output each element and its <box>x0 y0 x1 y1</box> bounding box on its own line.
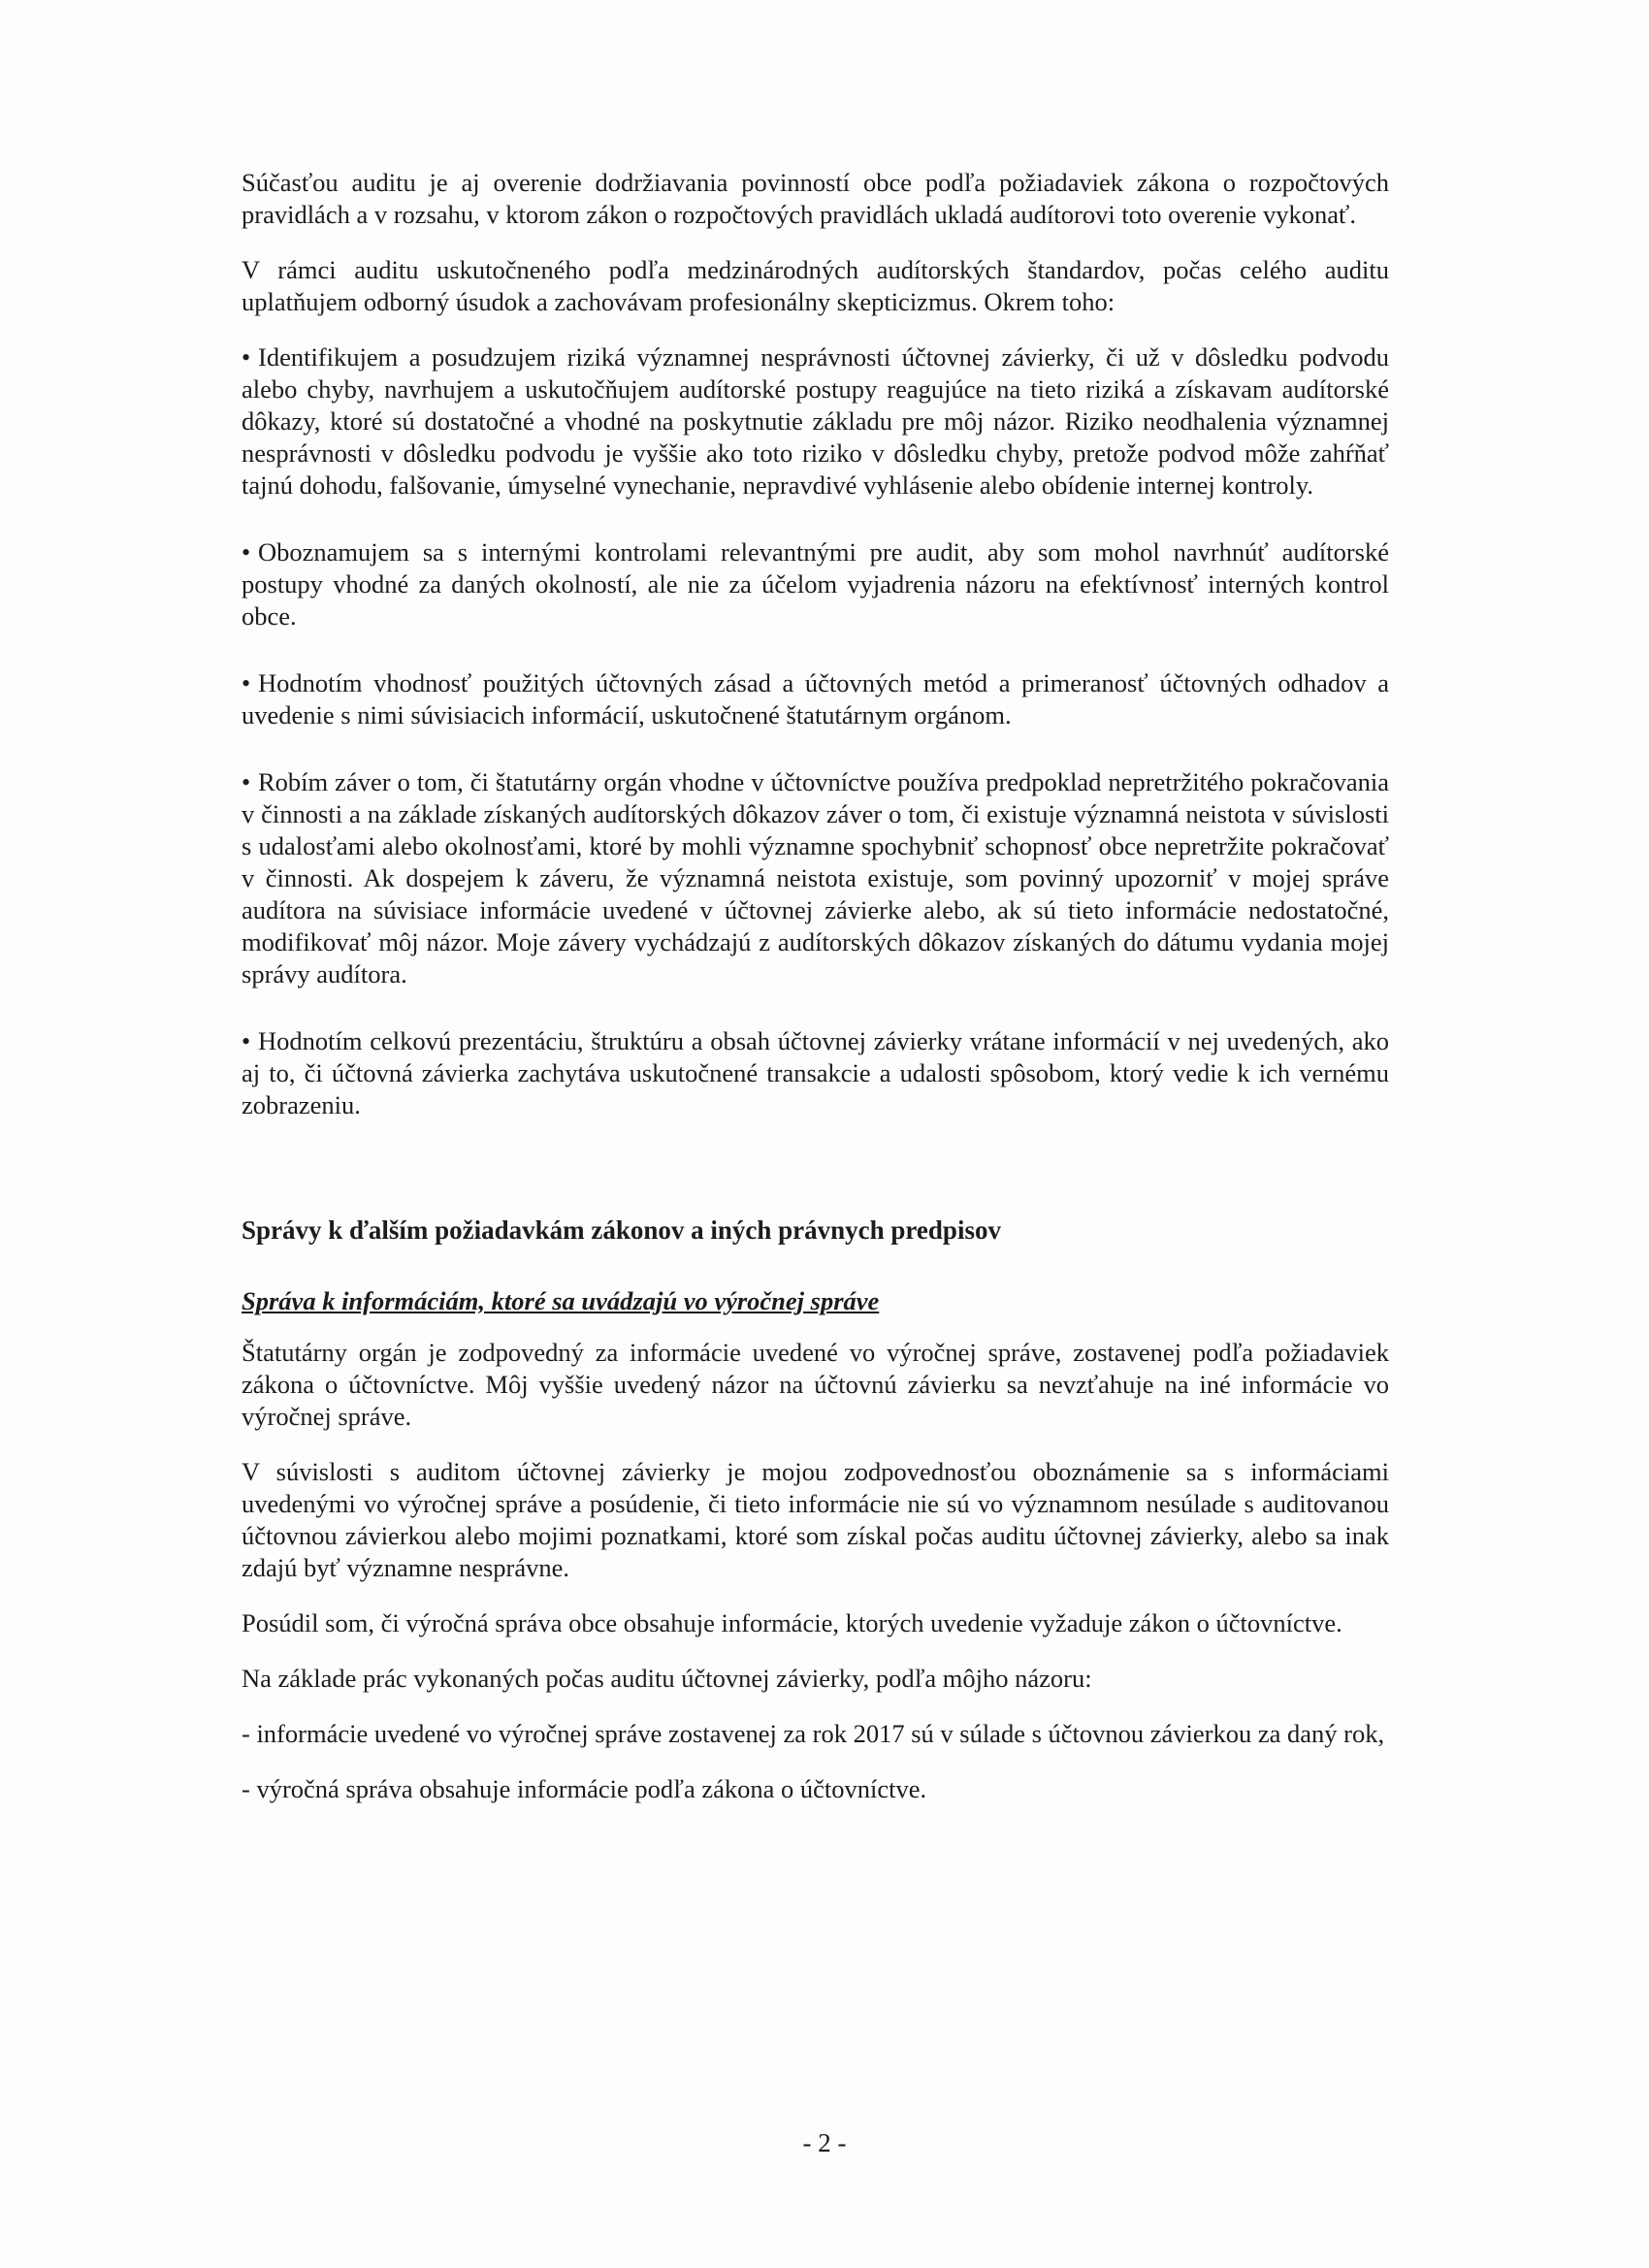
list-item <box>242 667 1389 731</box>
page-number: - 2 - <box>802 2128 847 2157</box>
paragraph-assessment: Posúdil som, či výročná správa obce obsahuje informácie, ktorých uvedenie vyžaduje zákon o účtovníctve. <box>242 1608 1342 1637</box>
section-heading: Správy k ďalším požiadavkám zákonov a iných právnych predpisov <box>242 1215 1001 1245</box>
paragraph-audit-scope: Súčasťou auditu je aj overenie dodržiavania povinností obce podľa požiadaviek zákona o rozpočtových pravidlách a v rozsahu, v ktorom zákon o rozpočtových pravidlách ukladá audítorovi toto overenie vykonať. <box>242 168 1389 229</box>
bullet-icon: • <box>242 1027 251 1055</box>
paragraph-isa: V rámci auditu uskutočneného podľa medzinárodných audítorských štandardov, počas celého auditu uplatňujem odborný úsudok a zachovávam profesionálny skepticizmus. Okrem toho: <box>242 255 1389 316</box>
bullet-icon: • <box>242 768 251 796</box>
list-item <box>242 536 1389 632</box>
bullet-icon: • <box>242 538 251 567</box>
bullet-icon: • <box>242 343 251 372</box>
paragraph-auditor-duty: V súvislosti s auditom účtovnej závierky je mojou zodpovednosťou oboznámenie sa s informáciami uvedenými vo výročnej správe a posúdenie, či tieto informácie nie sú vo významnom nesúlade s auditovanou účtovnou závierkou alebo mojimi poznatkami, ktoré som získal počas auditu účtovnej závierky, alebo sa inak zdajú byť významne nesprávne. <box>242 1457 1389 1582</box>
list-item-text: Identifikujem a posudzujem riziká významnej nesprávnosti účtovnej závierky, či už v dôsledku podvodu alebo chyby, navrhujem a uskutočňujem audítorské postupy reagujúce na tieto riziká a získavam audítorské dôkazy, ktoré sú dostatočné a vhodné na poskytnutie základu pre môj názor. Riziko neodhalenia významnej nesprávnosti v dôsledku podvodu je vyššie ako toto riziko v dôsledku chyby, pretože podvod môže zahŕňať tajnú dohodu, falšovanie, úmyselné vynechanie, nepravdivé vyhlásenie alebo obídenie internej kontroly. <box>242 342 1389 500</box>
paragraph-conclusion-intro: Na základe prác vykonaných počas auditu účtovnej závierky, podľa môjho názoru: <box>242 1664 1092 1693</box>
section-subheading: Správa k informáciám, ktoré sa uvádzajú vo výročnej správe <box>242 1286 880 1315</box>
list-item-text: Oboznamujem sa s internými kontrolami relevantnými pre audit, aby som mohol navrhnúť audítorské postupy vhodné za daných okolností, ale nie za účelom vyjadrenia názoru na efektívnosť interných kontrol obce. <box>242 537 1389 631</box>
list-item-text: Hodnotím celkovú prezentáciu, štruktúru a obsah účtovnej závierky vrátane informácií v nej uvedených, ako aj to, či účtovná závierka zachytáva uskutočnené transakcie a udalosti spôsobom, ktorý vedie k ich vernému zobrazeniu. <box>242 1026 1389 1119</box>
list-item-text: Hodnotím vhodnosť použitých účtovných zásad a účtovných metód a primeranosť účtovných odhadov a uvedenie s nimi súvisiacich informácií, uskutočnené štatutárnym orgánom. <box>242 668 1389 729</box>
list-item-text: Robím záver o tom, či štatutárny orgán vhodne v účtovníctve používa predpoklad nepretržitého pokračovania v činnosti a na základe získaných audítorských dôkazov záver o tom, či existuje významná neistota v súvislosti s udalosťami alebo okolnosťami, ktoré by mohli významne spochybniť schopnosť obce nepretržite pokračovať v činnosti. Ak dospejem k záveru, že významná neistota existuje, som povinný upozorniť v mojej správe audítora na súvisiace informácie uvedené v účtovnej závierke alebo, ak sú tieto informácie nedostatočné, modifikovať môj názor. Moje závery vychádzajú z audítorských dôkazov získaných do dátumu vydania mojej správy audítora. <box>242 767 1389 988</box>
dash-item: - informácie uvedené vo výročnej správe zostavenej za rok 2017 sú v súlade s účtovnou závierkou za daný rok, <box>242 1719 1385 1748</box>
list-item <box>242 1025 1389 1121</box>
bullet-icon: • <box>242 669 251 697</box>
dash-item: - výročná správa obsahuje informácie podľa zákona o účtovníctve. <box>242 1774 927 1803</box>
paragraph-responsibility: Štatutárny orgán je zodpovedný za informácie uvedené vo výročnej správe, zostavenej podľa požiadaviek zákona o účtovníctve. Môj vyššie uvedený názor na účtovnú závierku sa nevzťahuje na iné informácie vo výročnej správe. <box>242 1338 1389 1431</box>
list-item <box>242 766 1389 990</box>
page-content <box>242 167 1389 1805</box>
list-item <box>242 341 1389 502</box>
